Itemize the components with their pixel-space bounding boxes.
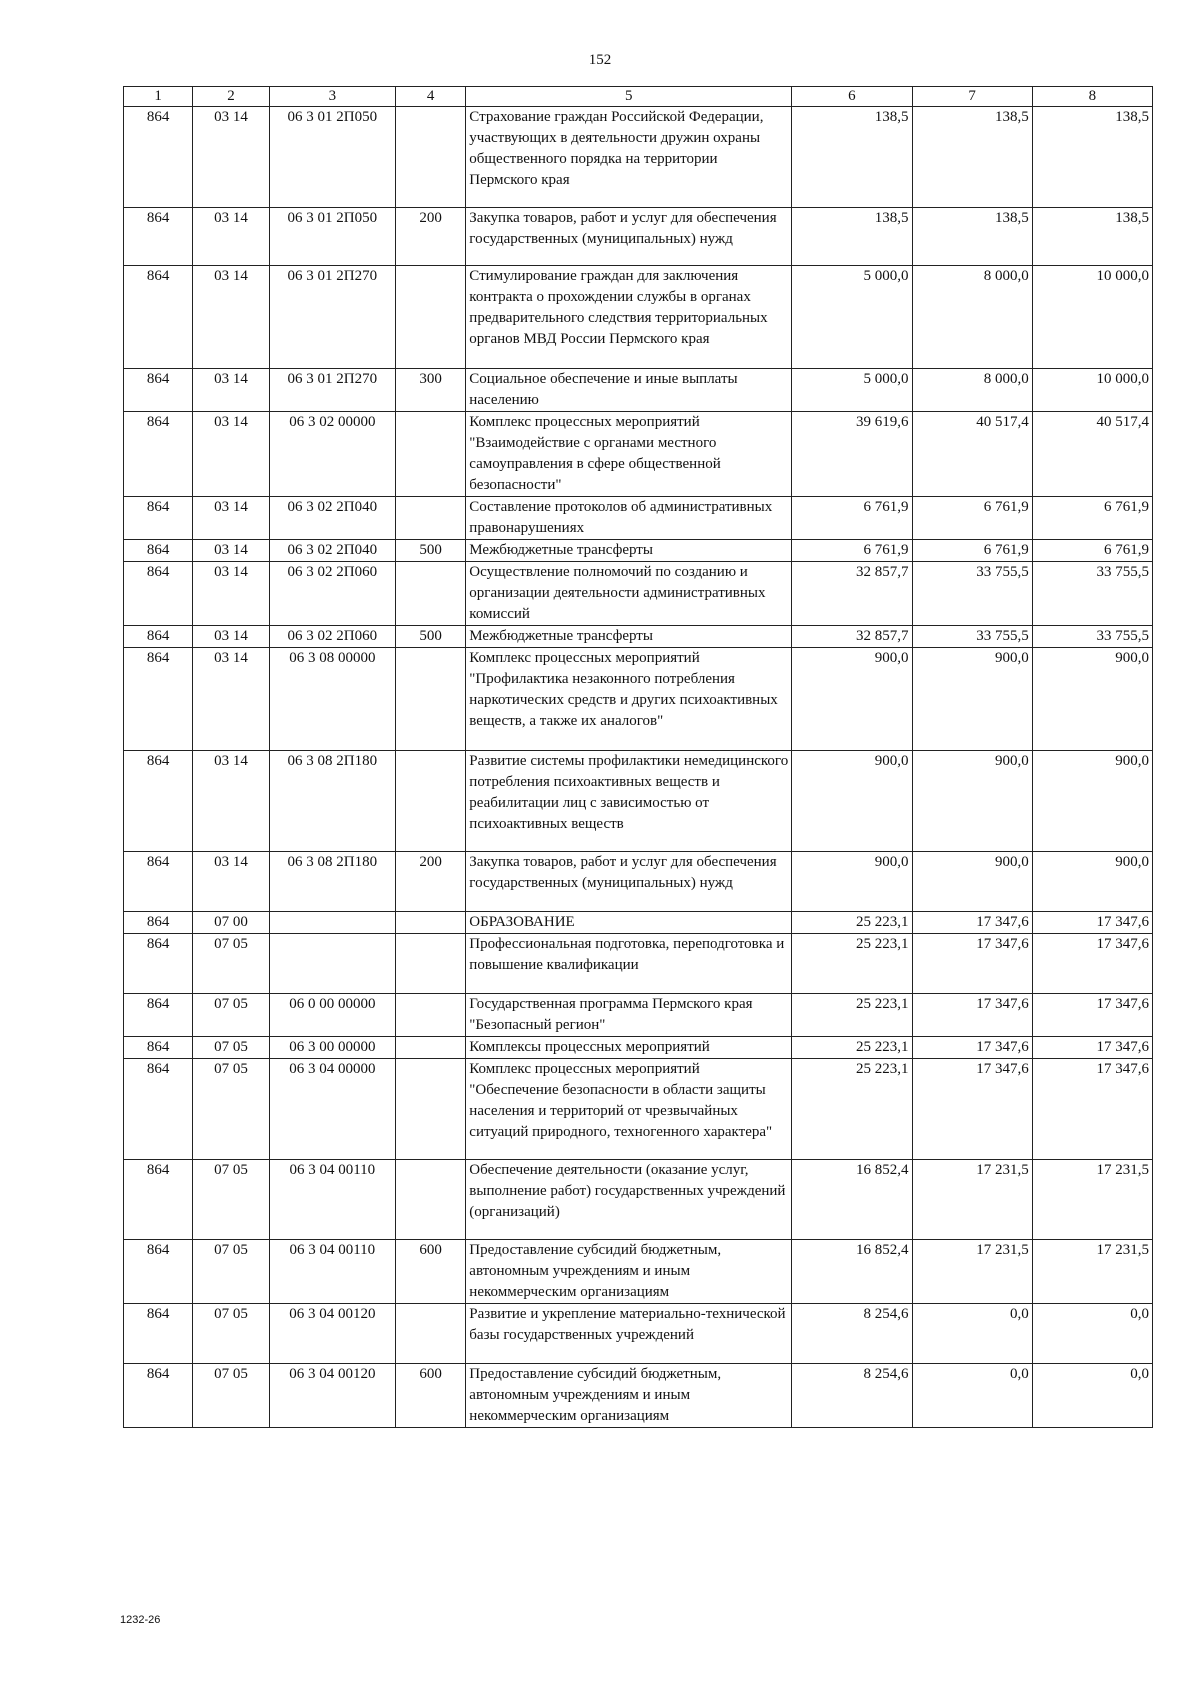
cell-section-code: 03 14 [193,648,269,751]
cell-amount-year-2: 900,0 [912,751,1032,852]
cell-amount-year-3: 6 761,9 [1032,497,1152,540]
cell-admin-code: 864 [124,1059,193,1160]
header-row [124,87,1153,107]
cell-amount-year-3: 138,5 [1032,208,1152,266]
table-row [124,369,1153,412]
cell-amount-year-2: 8 000,0 [912,369,1032,412]
cell-section-code: 07 05 [193,1364,269,1428]
cell-target-article: 06 3 08 2П180 [269,751,395,852]
header-col-6: 6 [792,87,912,107]
cell-admin-code: 864 [124,852,193,912]
cell-expense-type: 200 [396,208,466,266]
cell-section-code: 03 14 [193,852,269,912]
header-col-7: 7 [912,87,1032,107]
cell-admin-code: 864 [124,626,193,648]
cell-amount-year-2: 40 517,4 [912,412,1032,497]
cell-amount-year-1: 25 223,1 [792,934,912,994]
cell-target-article: 06 3 01 2П270 [269,266,395,369]
table-row [124,1059,1153,1160]
cell-admin-code: 864 [124,1304,193,1364]
cell-target-article: 06 3 04 00110 [269,1240,395,1304]
cell-target-article: 06 3 08 00000 [269,648,395,751]
cell-section-code: 07 05 [193,994,269,1037]
cell-target-article: 06 3 02 2П060 [269,626,395,648]
cell-section-code: 03 14 [193,266,269,369]
table-row [124,1240,1153,1304]
cell-amount-year-2: 33 755,5 [912,562,1032,626]
budget-table-container [123,86,1153,1428]
cell-section-code: 07 05 [193,1240,269,1304]
cell-section-code: 03 14 [193,412,269,497]
cell-target-article [269,934,395,994]
cell-amount-year-1: 900,0 [792,751,912,852]
cell-section-code: 03 14 [193,626,269,648]
cell-description: Межбюджетные трансферты [466,626,792,648]
cell-admin-code: 864 [124,1037,193,1059]
cell-target-article: 06 3 02 00000 [269,412,395,497]
cell-expense-type [396,934,466,994]
cell-amount-year-1: 32 857,7 [792,626,912,648]
cell-admin-code: 864 [124,107,193,208]
cell-expense-type [396,648,466,751]
header-col-2: 2 [193,87,269,107]
cell-amount-year-2: 0,0 [912,1304,1032,1364]
cell-expense-type: 300 [396,369,466,412]
cell-amount-year-1: 5 000,0 [792,266,912,369]
cell-description: Стимулирование граждан для заключения контракта о прохождении службы в органах предварительного следствия территориальных органов МВД России Пермского края [466,266,792,369]
cell-admin-code: 864 [124,540,193,562]
table-row [124,1364,1153,1428]
table-row [124,852,1153,912]
cell-section-code: 03 14 [193,369,269,412]
cell-amount-year-3: 900,0 [1032,852,1152,912]
cell-amount-year-2: 17 347,6 [912,1059,1032,1160]
cell-description: Развитие системы профилактики немедицинского потребления психоактивных веществ и реабилитации лиц с зависимостью от психоактивных веществ [466,751,792,852]
cell-amount-year-2: 900,0 [912,648,1032,751]
cell-target-article: 06 3 08 2П180 [269,852,395,912]
header-col-5: 5 [466,87,792,107]
cell-description: Составление протоколов об административных правонарушениях [466,497,792,540]
cell-admin-code: 864 [124,934,193,994]
table-row [124,751,1153,852]
cell-amount-year-3: 138,5 [1032,107,1152,208]
cell-amount-year-3: 0,0 [1032,1364,1152,1428]
header-col-1: 1 [124,87,193,107]
table-row [124,934,1153,994]
cell-expense-type: 200 [396,852,466,912]
cell-section-code: 03 14 [193,562,269,626]
cell-amount-year-1: 25 223,1 [792,994,912,1037]
cell-description: Закупка товаров, работ и услуг для обеспечения государственных (муниципальных) нужд [466,208,792,266]
cell-target-article: 06 0 00 00000 [269,994,395,1037]
cell-description: Комплекс процессных мероприятий "Взаимодействие с органами местного самоуправления в сфере общественной безопасности" [466,412,792,497]
cell-admin-code: 864 [124,497,193,540]
cell-admin-code: 864 [124,208,193,266]
table-row [124,1037,1153,1059]
cell-amount-year-1: 6 761,9 [792,497,912,540]
cell-expense-type [396,412,466,497]
table-row [124,562,1153,626]
cell-section-code: 07 05 [193,1037,269,1059]
cell-amount-year-1: 138,5 [792,107,912,208]
cell-description: Страхование граждан Российской Федерации, участвующих в деятельности дружин охраны общественного порядка на территории Пермского края [466,107,792,208]
cell-amount-year-3: 17 231,5 [1032,1160,1152,1240]
cell-description: Социальное обеспечение и иные выплаты населению [466,369,792,412]
table-row [124,648,1153,751]
cell-section-code: 03 14 [193,540,269,562]
table-row [124,912,1153,934]
cell-admin-code: 864 [124,1364,193,1428]
page-number: 152 [588,52,612,68]
cell-description: ОБРАЗОВАНИЕ [466,912,792,934]
cell-target-article: 06 3 01 2П270 [269,369,395,412]
cell-amount-year-2: 17 347,6 [912,1037,1032,1059]
cell-amount-year-3: 17 347,6 [1032,1037,1152,1059]
cell-amount-year-1: 8 254,6 [792,1304,912,1364]
table-row [124,208,1153,266]
cell-amount-year-1: 25 223,1 [792,1059,912,1160]
cell-amount-year-3: 17 347,6 [1032,934,1152,994]
table-row [124,540,1153,562]
cell-amount-year-1: 8 254,6 [792,1364,912,1428]
cell-amount-year-3: 10 000,0 [1032,369,1152,412]
cell-amount-year-2: 6 761,9 [912,497,1032,540]
cell-admin-code: 864 [124,751,193,852]
cell-expense-type [396,751,466,852]
cell-description: Профессиональная подготовка, переподготовка и повышение квалификации [466,934,792,994]
cell-description: Обеспечение деятельности (оказание услуг, выполнение работ) государственных учреждений (организаций) [466,1160,792,1240]
cell-expense-type [396,266,466,369]
cell-expense-type [396,912,466,934]
cell-admin-code: 864 [124,912,193,934]
cell-amount-year-3: 900,0 [1032,751,1152,852]
cell-amount-year-1: 39 619,6 [792,412,912,497]
cell-target-article [269,912,395,934]
cell-target-article: 06 3 02 2П040 [269,540,395,562]
table-row [124,107,1153,208]
cell-amount-year-2: 138,5 [912,107,1032,208]
cell-amount-year-2: 17 347,6 [912,934,1032,994]
cell-target-article: 06 3 04 00120 [269,1304,395,1364]
cell-amount-year-3: 10 000,0 [1032,266,1152,369]
cell-amount-year-2: 8 000,0 [912,266,1032,369]
table-row [124,626,1153,648]
cell-amount-year-3: 0,0 [1032,1304,1152,1364]
cell-section-code: 03 14 [193,751,269,852]
cell-expense-type [396,994,466,1037]
cell-expense-type [396,562,466,626]
cell-amount-year-2: 138,5 [912,208,1032,266]
table-row [124,497,1153,540]
cell-target-article: 06 3 04 00000 [269,1059,395,1160]
cell-target-article: 06 3 01 2П050 [269,208,395,266]
cell-section-code: 03 14 [193,208,269,266]
cell-amount-year-1: 900,0 [792,648,912,751]
cell-amount-year-1: 138,5 [792,208,912,266]
cell-expense-type [396,1304,466,1364]
cell-amount-year-3: 6 761,9 [1032,540,1152,562]
cell-admin-code: 864 [124,266,193,369]
cell-description: Закупка товаров, работ и услуг для обеспечения государственных (муниципальных) нужд [466,852,792,912]
budget-table [123,86,1153,1428]
cell-amount-year-3: 17 347,6 [1032,912,1152,934]
cell-section-code: 07 00 [193,912,269,934]
table-row [124,994,1153,1037]
cell-target-article: 06 3 01 2П050 [269,107,395,208]
cell-amount-year-1: 25 223,1 [792,912,912,934]
cell-admin-code: 864 [124,994,193,1037]
cell-description: Комплекс процессных мероприятий "Обеспечение безопасности в области защиты населения и территорий от чрезвычайных ситуаций природного, техногенного характера" [466,1059,792,1160]
cell-description: Осуществление полномочий по созданию и организации деятельности административных комиссий [466,562,792,626]
cell-admin-code: 864 [124,369,193,412]
cell-amount-year-2: 17 231,5 [912,1160,1032,1240]
cell-amount-year-2: 17 347,6 [912,912,1032,934]
cell-amount-year-1: 25 223,1 [792,1037,912,1059]
cell-section-code: 07 05 [193,1059,269,1160]
cell-description: Государственная программа Пермского края "Безопасный регион" [466,994,792,1037]
cell-target-article: 06 3 00 00000 [269,1037,395,1059]
header-col-4: 4 [396,87,466,107]
cell-description: Комплексы процессных мероприятий [466,1037,792,1059]
cell-amount-year-1: 32 857,7 [792,562,912,626]
cell-amount-year-1: 16 852,4 [792,1240,912,1304]
cell-amount-year-3: 900,0 [1032,648,1152,751]
cell-description: Развитие и укрепление материально-технической базы государственных учреждений [466,1304,792,1364]
cell-amount-year-1: 900,0 [792,852,912,912]
cell-admin-code: 864 [124,1240,193,1304]
cell-target-article: 06 3 02 2П040 [269,497,395,540]
cell-section-code: 03 14 [193,107,269,208]
cell-amount-year-2: 33 755,5 [912,626,1032,648]
cell-amount-year-2: 17 347,6 [912,994,1032,1037]
cell-amount-year-2: 0,0 [912,1364,1032,1428]
cell-description: Предоставление субсидий бюджетным, автономным учреждениям и иным некоммерческим организациям [466,1240,792,1304]
cell-expense-type: 500 [396,540,466,562]
header-col-3: 3 [269,87,395,107]
cell-amount-year-3: 17 347,6 [1032,994,1152,1037]
cell-description: Предоставление субсидий бюджетным, автономным учреждениям и иным некоммерческим организациям [466,1364,792,1428]
cell-expense-type: 600 [396,1364,466,1428]
table-row [124,412,1153,497]
cell-expense-type: 600 [396,1240,466,1304]
cell-amount-year-2: 6 761,9 [912,540,1032,562]
cell-amount-year-2: 17 231,5 [912,1240,1032,1304]
cell-admin-code: 864 [124,412,193,497]
cell-admin-code: 864 [124,562,193,626]
cell-expense-type [396,1059,466,1160]
cell-section-code: 07 05 [193,934,269,994]
cell-expense-type [396,497,466,540]
cell-admin-code: 864 [124,648,193,751]
table-row [124,266,1153,369]
cell-section-code: 03 14 [193,497,269,540]
cell-expense-type: 500 [396,626,466,648]
cell-section-code: 07 05 [193,1304,269,1364]
cell-amount-year-3: 33 755,5 [1032,562,1152,626]
cell-amount-year-3: 17 347,6 [1032,1059,1152,1160]
cell-target-article: 06 3 02 2П060 [269,562,395,626]
cell-admin-code: 864 [124,1160,193,1240]
cell-expense-type [396,1160,466,1240]
footer-document-code: 1232-26 [120,1614,161,1626]
table-row [124,1304,1153,1364]
cell-expense-type [396,1037,466,1059]
cell-expense-type [396,107,466,208]
cell-target-article: 06 3 04 00110 [269,1160,395,1240]
header-col-8: 8 [1032,87,1152,107]
cell-target-article: 06 3 04 00120 [269,1364,395,1428]
cell-section-code: 07 05 [193,1160,269,1240]
cell-description: Комплекс процессных мероприятий "Профилактика незаконного потребления наркотических средств и других психоактивных веществ, а также их аналогов" [466,648,792,751]
cell-amount-year-3: 33 755,5 [1032,626,1152,648]
cell-amount-year-3: 17 231,5 [1032,1240,1152,1304]
cell-amount-year-3: 40 517,4 [1032,412,1152,497]
cell-amount-year-2: 900,0 [912,852,1032,912]
cell-description: Межбюджетные трансферты [466,540,792,562]
cell-amount-year-1: 6 761,9 [792,540,912,562]
table-row [124,1160,1153,1240]
cell-amount-year-1: 5 000,0 [792,369,912,412]
cell-amount-year-1: 16 852,4 [792,1160,912,1240]
